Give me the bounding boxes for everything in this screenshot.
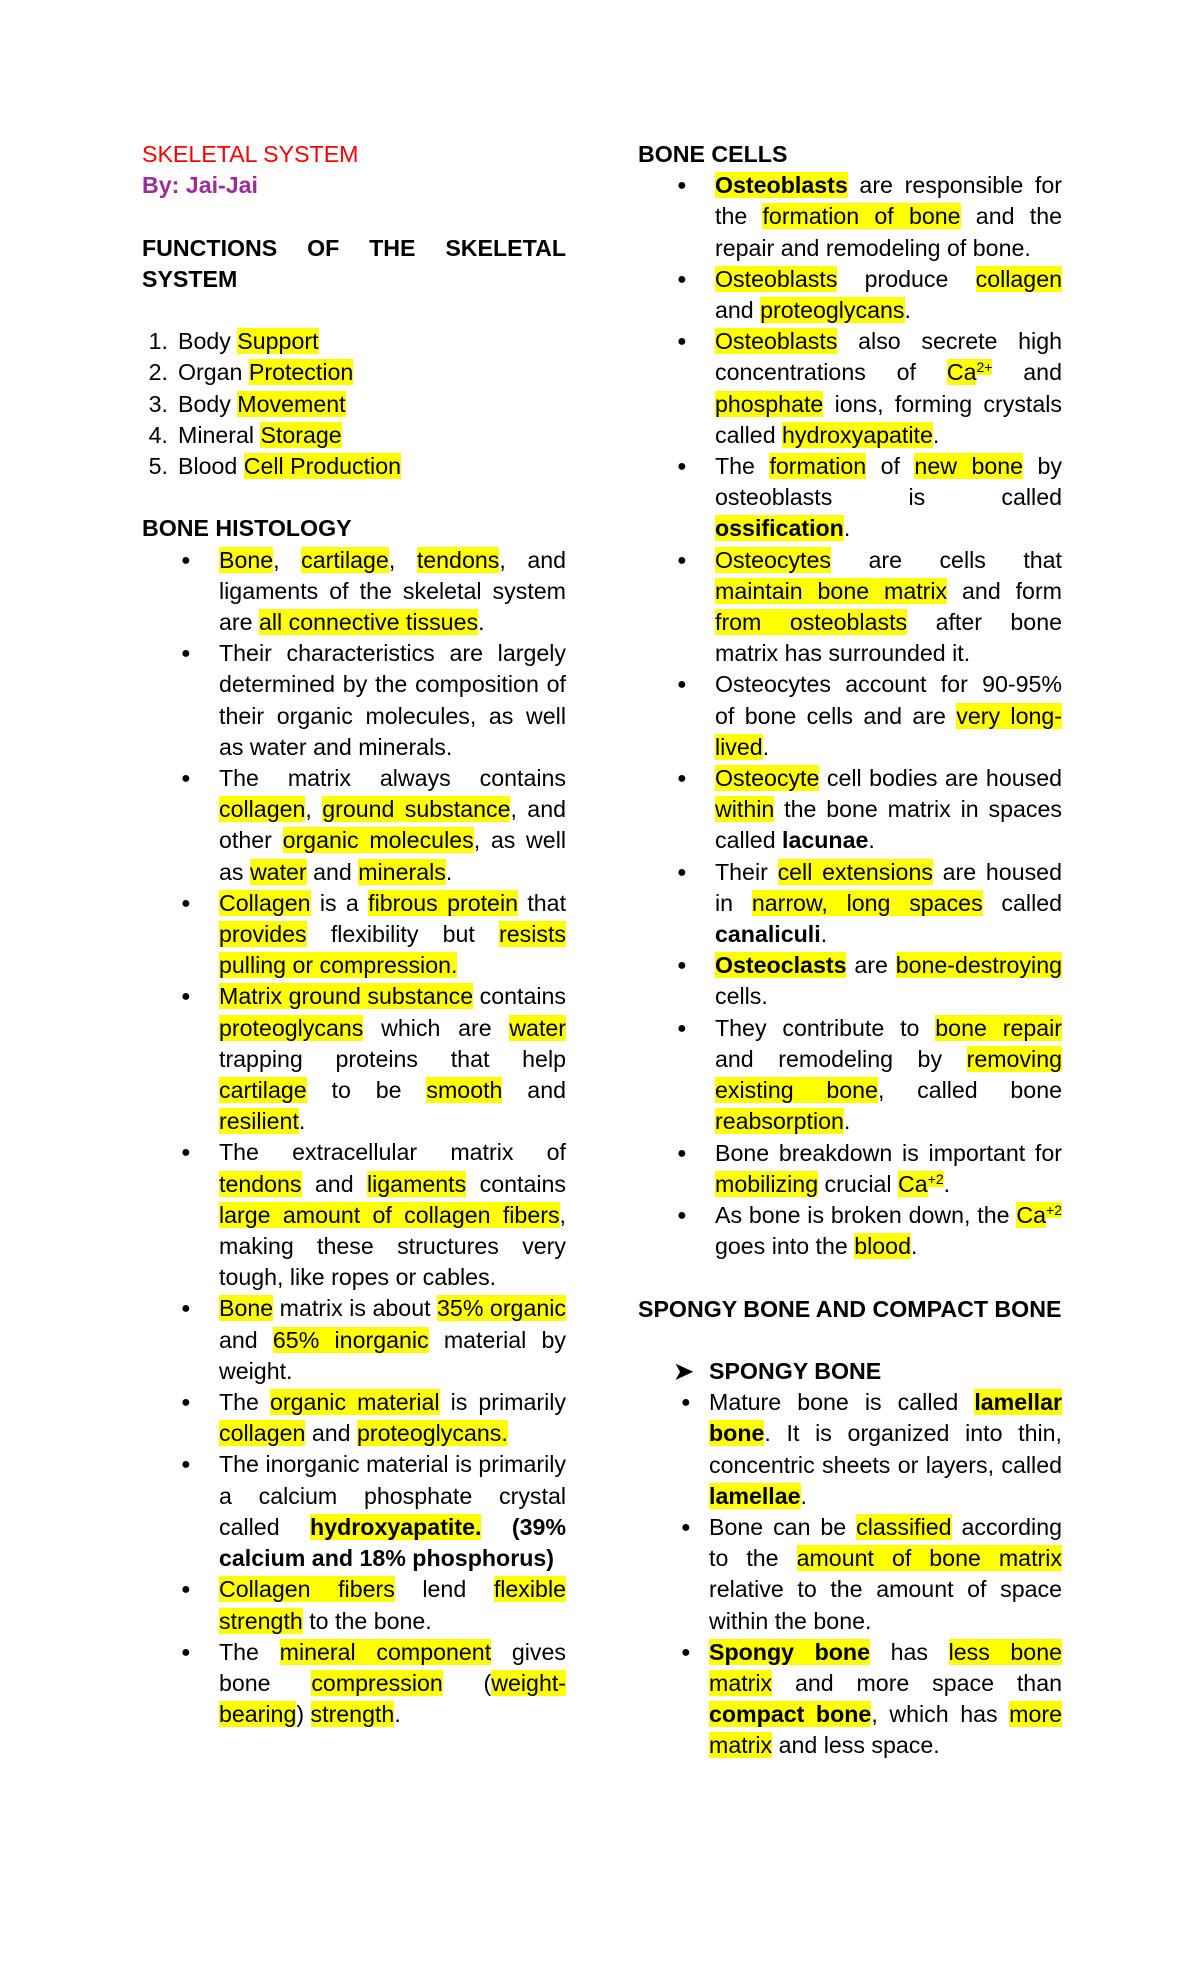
highlighted-text: removing existing bone	[715, 1045, 1062, 1104]
body-text: and	[715, 297, 761, 324]
body-text: ,	[305, 796, 323, 823]
body-text: cells.	[715, 983, 768, 1010]
body-text: and more space than	[772, 1669, 1062, 1696]
body-text: )	[296, 1701, 311, 1728]
body-text: after bone matrix has surrounded it.	[715, 609, 1062, 667]
body-text: to be	[306, 1077, 427, 1104]
list-item	[638, 264, 1062, 326]
highlighted-text: Bone	[219, 1295, 274, 1322]
bullet-icon: ●	[677, 270, 687, 288]
function-label: Organ	[178, 359, 249, 386]
highlighted-text: water	[249, 858, 307, 885]
function-item	[148, 357, 566, 388]
highlighted-text: compact bone	[709, 1701, 872, 1728]
highlighted-text: more matrix	[709, 1701, 1063, 1759]
body-text: produce	[837, 265, 976, 292]
body-text: trapping proteins that help	[219, 1045, 566, 1072]
list-item	[638, 1387, 1062, 1512]
bullet-icon: ●	[181, 1456, 191, 1474]
highlighted-text: Collagen fibers	[219, 1576, 395, 1603]
body-text: ions, forming crystals called	[715, 390, 1062, 448]
highlighted-text: cartilage	[219, 1077, 307, 1104]
function-label: Mineral	[178, 421, 261, 448]
doc-author: By: Jai-Jai	[142, 172, 258, 199]
body-text: crucial	[818, 1170, 898, 1197]
list-item	[638, 763, 1062, 857]
body-text: gives bone	[219, 1638, 566, 1696]
body-text: is a	[310, 889, 369, 916]
highlighted-text: organic material	[270, 1389, 440, 1416]
highlighted-text: 2+	[976, 359, 993, 376]
bullet-icon: ●	[181, 551, 191, 569]
list-item	[638, 545, 1062, 670]
highlighted-text: +2	[927, 1170, 944, 1187]
highlighted-text: formation	[769, 453, 867, 480]
body-text: also secrete high concentrations of	[715, 328, 1062, 386]
body-text: .	[762, 733, 770, 760]
highlighted-text: collagen	[975, 265, 1062, 292]
highlighted-text: provides	[219, 921, 307, 948]
list-item	[638, 1013, 1062, 1138]
body-text: The matrix always contains	[219, 765, 566, 792]
highlighted-text: Osteocytes	[715, 546, 831, 573]
body-text: Mature bone is called	[709, 1389, 975, 1416]
histology-list	[142, 545, 566, 1731]
highlighted-text: all connective tissues	[258, 609, 479, 635]
highlighted-text: proteoglycans	[760, 297, 905, 324]
functions-heading: FUNCTIONS OF THE SKELETAL SYSTEM	[142, 234, 566, 292]
highlighted-text: ossification	[715, 515, 844, 542]
body-text: and form	[947, 577, 1062, 604]
bullet-icon: ●	[677, 1144, 687, 1162]
bullet-icon: ●	[181, 1144, 191, 1162]
bullet-icon: ●	[181, 988, 191, 1006]
body-text: lend	[394, 1576, 494, 1603]
list-item	[142, 981, 566, 1137]
body-text: and	[301, 1170, 367, 1197]
body-text: called	[982, 889, 1063, 916]
body-text: and remodeling by	[715, 1045, 967, 1072]
highlighted-text: proteoglycans	[219, 1014, 364, 1041]
body-text: They contribute to	[715, 1014, 936, 1041]
doc-title: SKELETAL SYSTEM	[142, 141, 359, 167]
list-item	[638, 1200, 1062, 1262]
function-label: Body	[178, 328, 238, 355]
function-label: Body	[178, 390, 238, 417]
bullet-icon: ●	[181, 1643, 191, 1661]
list-item	[638, 950, 1062, 1012]
body-text: Bone can be	[709, 1513, 857, 1540]
bullet-icon: ●	[677, 333, 687, 351]
highlighted-text: Osteoblasts	[715, 265, 838, 292]
bold-text: lacunae	[782, 827, 869, 854]
body-text: the bone matrix in spaces called	[715, 796, 1062, 854]
body-text: .	[820, 921, 828, 948]
body-text: by osteoblasts is called	[715, 453, 1063, 511]
spongy-compact-heading: SPONGY BONE AND COMPACT BONE	[638, 1295, 1062, 1322]
bold-text: (39% calcium and 18% phosphorus)	[219, 1513, 566, 1572]
body-text: and	[502, 1077, 566, 1104]
highlighted-text: Storage	[260, 421, 342, 448]
highlighted-text: proteoglycans.	[356, 1420, 508, 1447]
bullet-icon: ●	[677, 1206, 687, 1224]
highlighted-text: smooth	[426, 1077, 503, 1104]
body-text: ,	[273, 546, 302, 573]
list-number: 1.	[148, 328, 168, 355]
right-column	[638, 139, 1062, 1762]
highlighted-text: ligaments	[366, 1170, 467, 1197]
body-text: The extracellular matrix of	[219, 1139, 566, 1166]
list-item	[142, 1387, 566, 1449]
body-text: The	[715, 453, 770, 480]
bullet-icon: ●	[181, 1394, 191, 1412]
body-text: .	[478, 609, 485, 635]
body-text: and less space.	[772, 1732, 940, 1759]
spongy-bone-list	[638, 1387, 1062, 1761]
body-text: ,	[388, 546, 417, 573]
highlighted-text: resists pulling or compression.	[219, 921, 566, 979]
highlighted-text: narrow, long spaces	[751, 889, 983, 916]
bold-text: canaliculi	[715, 921, 821, 948]
spongy-bone-subheading	[638, 1356, 1062, 1387]
body-text: and the repair and remodeling of bone.	[715, 203, 1062, 261]
highlighted-text: minerals	[358, 858, 446, 885]
body-text: matrix is about	[273, 1295, 438, 1322]
histology-heading: BONE HISTOLOGY	[142, 515, 352, 542]
bullet-icon: ●	[181, 894, 191, 912]
body-text: and	[306, 858, 359, 885]
body-text: As bone is broken down, the	[715, 1201, 1017, 1228]
highlighted-text: Support	[237, 328, 319, 355]
bullet-icon: ●	[677, 770, 687, 788]
bullet-icon: ●	[677, 863, 687, 881]
body-text: Their characteristics are largely determined by the composition of their organic molecules, as well as water and minerals.	[219, 640, 566, 760]
highlighted-text: phosphate	[715, 390, 824, 417]
body-text: .	[868, 827, 875, 854]
body-text: The inorganic material is primarily a calcium phosphate crystal called	[219, 1451, 566, 1540]
list-number: 5.	[148, 453, 168, 479]
body-text: are responsible for the	[715, 172, 1062, 230]
list-item	[638, 1138, 1062, 1200]
highlighted-text: tendons	[416, 546, 500, 573]
highlighted-text: resilient	[219, 1108, 299, 1135]
body-text: material by weight.	[219, 1326, 566, 1384]
highlighted-text: amount of bone matrix	[796, 1545, 1062, 1572]
body-text: has	[870, 1638, 949, 1665]
highlighted-text: mineral component	[279, 1638, 492, 1665]
highlighted-text: tendons	[219, 1170, 302, 1197]
function-label: Blood	[178, 453, 244, 479]
list-number: 4.	[148, 421, 168, 448]
bullet-icon: ●	[181, 1581, 191, 1599]
list-item	[638, 326, 1062, 451]
highlighted-text: Osteoblasts	[715, 328, 838, 355]
highlighted-text: Cell Production	[243, 453, 401, 479]
highlighted-text: Matrix ground substance	[219, 983, 474, 1010]
functions-list	[142, 326, 566, 482]
highlighted-text: strength	[310, 1701, 395, 1728]
highlighted-text: Ca	[898, 1170, 928, 1197]
left-column	[142, 139, 566, 1730]
body-text: .	[445, 858, 453, 885]
bullet-icon: ●	[677, 458, 687, 476]
highlighted-text: bone-destroying	[895, 952, 1062, 979]
list-item	[638, 857, 1062, 951]
body-text: and	[219, 1326, 273, 1353]
highlighted-text: hydroxyapatite	[782, 421, 933, 448]
list-item	[142, 763, 566, 888]
highlighted-text: +2	[1046, 1201, 1062, 1218]
list-item	[142, 888, 566, 982]
body-text: Bone breakdown is important for	[715, 1139, 1062, 1166]
function-item	[148, 326, 566, 357]
body-text: .	[800, 1482, 807, 1509]
highlighted-text: Ca	[946, 359, 977, 386]
highlighted-text: Ca	[1016, 1201, 1047, 1228]
body-text: and	[305, 1420, 357, 1447]
highlighted-text: weight-bearing	[219, 1669, 566, 1728]
highlighted-text: water	[509, 1014, 566, 1041]
body-text: Osteocytes account for 90-95% of bone cells and are	[715, 671, 1062, 729]
bone-cells-list	[638, 170, 1062, 1262]
list-number: 2.	[148, 359, 168, 386]
highlighted-text: 35% organic	[437, 1295, 566, 1322]
list-item	[638, 170, 1062, 264]
bullet-icon: ●	[681, 1643, 691, 1661]
list-item	[142, 1637, 566, 1731]
body-text: , called bone	[877, 1077, 1062, 1104]
body-text: .	[394, 1701, 401, 1728]
highlighted-text: new bone	[914, 453, 1024, 480]
bullet-icon: ●	[677, 676, 687, 694]
highlighted-text: maintain bone matrix	[715, 577, 948, 604]
highlighted-text: less bone matrix	[709, 1638, 1062, 1696]
highlighted-text: organic molecules	[282, 827, 474, 854]
bullet-icon: ●	[677, 177, 687, 195]
bullet-icon: ●	[681, 1518, 691, 1536]
body-text: and	[992, 359, 1062, 386]
highlighted-text: Bone	[219, 546, 274, 573]
body-text: , making these structures very tough, like ropes or cables.	[219, 1201, 566, 1291]
body-text: that	[518, 889, 567, 916]
highlighted-text: Collagen	[219, 889, 311, 916]
function-item	[148, 420, 566, 451]
highlighted-text: Movement	[237, 390, 346, 417]
body-text: .	[932, 421, 940, 448]
body-text: is primarily	[439, 1389, 566, 1416]
highlighted-text: 65% inorganic	[272, 1326, 429, 1353]
bullet-icon: ●	[181, 1300, 191, 1318]
highlighted-text: flexible strength	[219, 1576, 566, 1634]
body-text: relative to the amount of space within the bone.	[709, 1576, 1062, 1634]
body-text: .	[904, 297, 911, 324]
highlighted-text: large amount of collagen fibers	[219, 1201, 560, 1228]
body-text: Their	[715, 858, 778, 885]
highlighted-text: Protection	[248, 359, 354, 386]
arrowhead-right-icon: ➤	[674, 1357, 694, 1384]
bullet-icon: ●	[681, 1394, 691, 1412]
body-text: .	[298, 1108, 306, 1135]
body-text: , and other	[219, 796, 566, 854]
highlighted-text: collagen	[219, 1420, 306, 1447]
list-item	[638, 1637, 1062, 1762]
list-item	[638, 1512, 1062, 1637]
body-text: (	[442, 1669, 492, 1696]
highlighted-text: from osteoblasts	[715, 609, 908, 636]
bullet-icon: ●	[677, 957, 687, 975]
highlighted-text: within	[715, 796, 775, 823]
list-item	[142, 1137, 566, 1293]
highlighted-text: collagen	[219, 796, 306, 823]
list-item	[638, 669, 1062, 763]
highlighted-text: very long-lived	[715, 702, 1062, 760]
list-item	[638, 451, 1062, 545]
body-text: according to the	[709, 1513, 1062, 1572]
spongy-bone-subheading-text: SPONGY BONE	[709, 1357, 882, 1384]
highlighted-text: Osteoclasts	[715, 952, 847, 979]
highlighted-text: lamellae	[709, 1482, 801, 1509]
list-item	[142, 545, 566, 639]
bullet-icon: ●	[181, 645, 191, 663]
body-text: .	[843, 515, 851, 542]
highlighted-text: hydroxyapatite.	[310, 1513, 482, 1540]
highlighted-text: ground substance	[322, 796, 511, 823]
body-text: flexibility but	[306, 921, 499, 948]
function-item	[148, 389, 566, 420]
highlighted-text: classified	[856, 1513, 952, 1540]
body-text: , and ligaments of the skeletal system are	[219, 546, 567, 635]
highlighted-text: cell extensions	[777, 858, 933, 885]
body-text: which are	[363, 1014, 510, 1041]
body-text: contains	[473, 983, 566, 1010]
bone-cells-heading: BONE CELLS	[638, 141, 788, 167]
body-text: , as well as	[219, 827, 567, 885]
body-text: contains	[466, 1170, 566, 1197]
highlighted-text: bone repair	[935, 1014, 1062, 1041]
highlighted-text: Osteocyte	[715, 765, 820, 792]
highlighted-text: blood	[854, 1233, 911, 1260]
highlighted-text: fibrous protein	[368, 889, 518, 916]
body-text: The	[219, 1389, 270, 1416]
list-item	[142, 1293, 566, 1387]
highlighted-text: mobilizing	[715, 1170, 819, 1197]
body-text: .	[910, 1233, 918, 1260]
list-item	[142, 1449, 566, 1574]
body-text: goes into the	[715, 1233, 855, 1260]
list-number: 3.	[148, 390, 168, 417]
body-text: are	[846, 952, 896, 979]
body-text: of	[866, 453, 915, 480]
body-text: are housed in	[715, 858, 1062, 916]
body-text: . It is organized into thin, concentric sheets or layers, called	[709, 1420, 1062, 1478]
body-text: The	[219, 1638, 280, 1665]
highlighted-text: reabsorption	[715, 1108, 844, 1135]
highlighted-text: compression	[311, 1669, 443, 1696]
list-item	[142, 638, 566, 763]
bullet-icon: ●	[181, 770, 191, 788]
highlighted-text: formation of bone	[762, 203, 961, 230]
bullet-icon: ●	[677, 551, 687, 569]
body-text: to the bone.	[302, 1607, 432, 1634]
list-item	[142, 1574, 566, 1636]
highlighted-text: Spongy bone	[709, 1638, 870, 1665]
body-text: are cells that	[830, 546, 1062, 573]
body-text: , which has	[871, 1701, 1010, 1728]
highlighted-text: Osteoblasts	[715, 172, 848, 199]
body-text: .	[943, 1170, 951, 1197]
body-text: cell bodies are housed	[819, 765, 1062, 792]
function-item	[148, 451, 566, 482]
highlighted-text: lamellar bone	[709, 1389, 1062, 1447]
body-text: .	[843, 1108, 851, 1135]
bullet-icon: ●	[677, 1019, 687, 1037]
highlighted-text: cartilage	[301, 546, 389, 573]
